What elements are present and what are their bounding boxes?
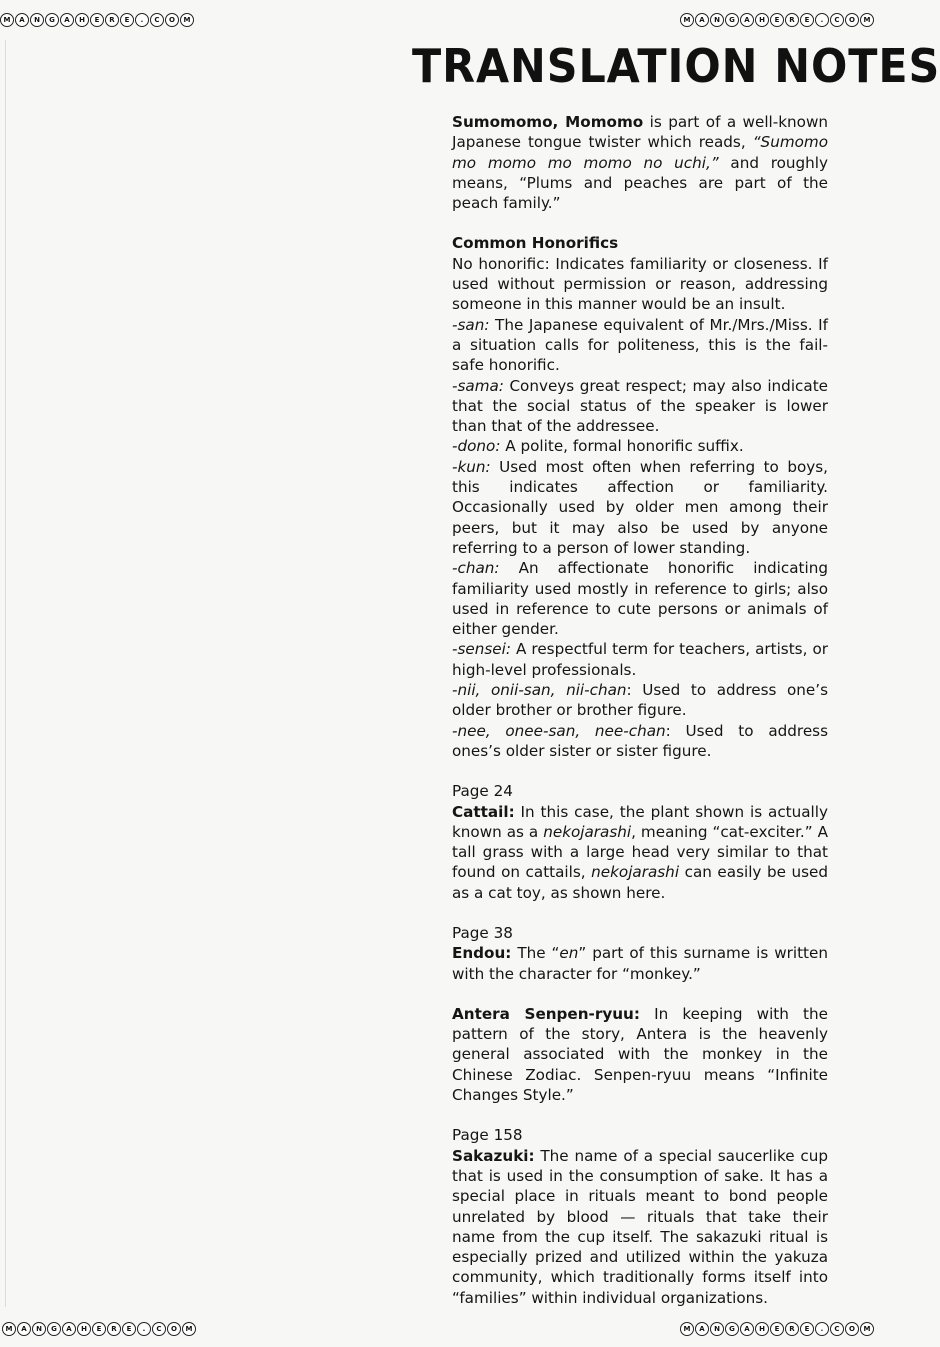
note-antera: Antera Senpen-ryuu: In keeping with the pattern of the story, Antera is the heavenly general associated with the monkey in the Chinese Zodiac. Senpen-ryuu means “Infinite Changes Style.” [452, 1004, 828, 1105]
honorific-item: -san: The Japanese equivalent of Mr./Mrs./Miss. If a situation calls for politeness, this is the fail-safe honorific. [452, 315, 828, 375]
honorific-item: -dono: A polite, formal honorific suffix. [452, 437, 744, 456]
note-cattail: Cattail: In this case, the plant shown is actually known as a nekojarashi, meaning “cat-exciter.” A tall grass with a large head very similar to that found on cattails, nekojarashi can easily be used as a cat toy, as shown here. [452, 802, 829, 902]
section-heading: Common Honorifics [452, 234, 619, 253]
note-endou: Endou: The “en” part of this surname is written with the character for “monkey.” [452, 944, 828, 983]
page-reference: Page 24 [452, 782, 513, 801]
translation-notes-body [452, 112, 828, 1308]
watermark-logo: M A N G A H E R E . C O M [0, 9, 194, 30]
watermark-logo: M A N G A H E R E . C O M [680, 9, 874, 30]
page-reference: Page 158 [452, 1126, 523, 1145]
honorific-item: -nii, onii-san, nii-chan: Used to address one’s older brother or brother figure. [452, 681, 828, 720]
watermark-logo: M A N G A H E R E . C O M [2, 1318, 196, 1339]
page-reference: Page 38 [452, 923, 513, 942]
honorific-item: -sensei: A respectful term for teachers, artists, or high-level professionals. [452, 640, 828, 679]
note-sakazuki: Sakazuki: The name of a special saucerlike cup that is used in the consumption of sake. It has a special place in rituals meant to bond people unrelated by blood — rituals that take their name from the cup itself. The sakazuki ritual is especially prized and utilized within the yakuza community, which traditionally forms itself into “families” within individual organizations. [452, 1146, 828, 1307]
honorific-item: -nee, onee-san, nee-chan: Used to address ones’s older sister or sister figure. [452, 721, 828, 760]
page-title: TRANSLATION NOTES [412, 39, 940, 93]
watermark-logo: M A N G A H E R E . C O M [680, 1318, 874, 1339]
note-term: Sumomomo, Momomo [452, 113, 644, 131]
honorific-none: No honorific: Indicates familiarity or closeness. If used without permission or reason, addressing someone in this manner would be an insult. [452, 254, 828, 314]
page-gutter-line [5, 40, 6, 1307]
note-sumomomo: Sumomomo, Momomo is part of a well-known Japanese tongue twister which reads, “Sumomo mo momo mo momo no uchi,” and roughly means, “Plums and peaches are part of the peach family.” [452, 113, 829, 213]
honorific-item: -kun: Used most often when referring to boys, this indicates affection or familiarity. Occasionally used by older men among their peers, but it may also be used by anyone referring to a person of lower standing. [452, 457, 828, 557]
honorific-item: -chan: An affectionate honorific indicating familiarity used mostly in reference to girls; also used in reference to cute persons or animals of either gender. [452, 559, 828, 639]
honorific-item: -sama: Conveys great respect; may also indicate that the social status of the speaker is lower than that of the addressee. [452, 376, 828, 436]
